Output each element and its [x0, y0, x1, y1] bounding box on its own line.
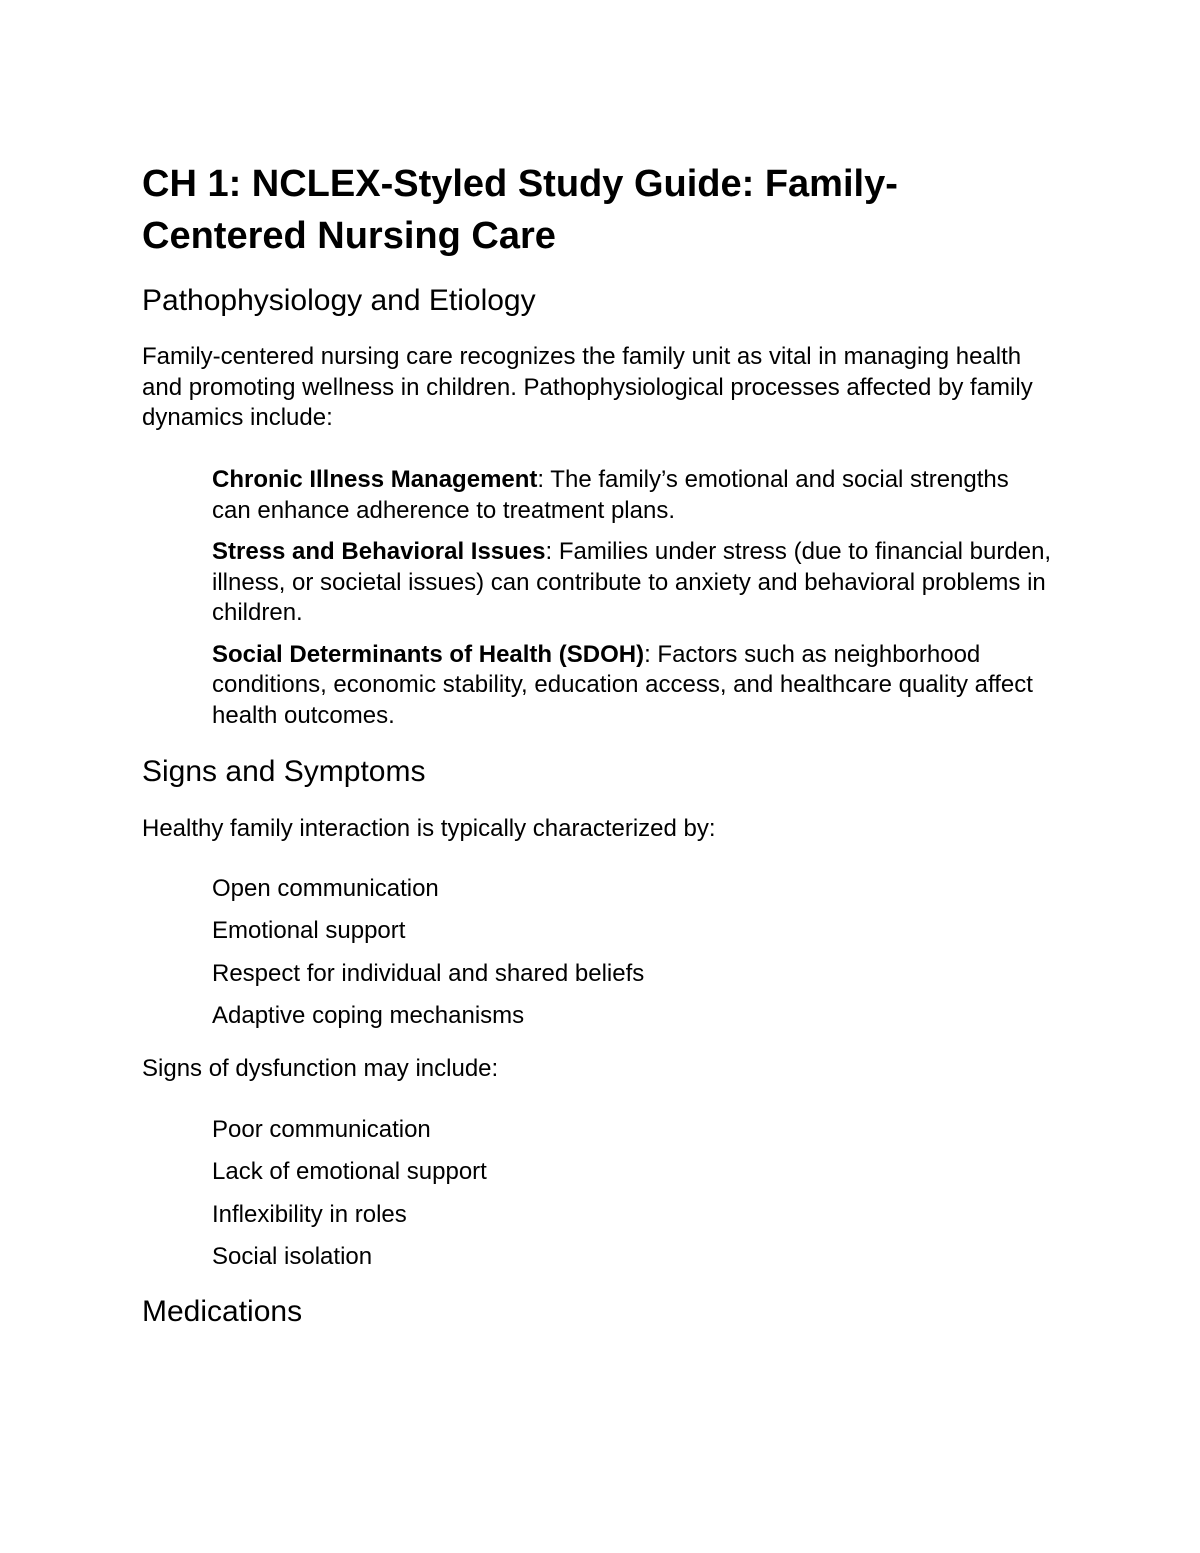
list-item [212, 465, 1052, 526]
item-term: Chronic Illness Management [212, 466, 538, 493]
list-item [212, 537, 1052, 629]
list-item: Adaptive coping mechanisms [212, 1002, 525, 1030]
list-item: Emotional support [212, 917, 406, 945]
patho-list [212, 465, 1052, 742]
healthy-list [212, 874, 1052, 1044]
dysfunction-list [212, 1115, 1052, 1285]
list-item: Lack of emotional support [212, 1158, 487, 1186]
list-item: Inflexibility in roles [212, 1200, 407, 1228]
document-title: CH 1: NCLEX-Styled Study Guide: Family-Centered Nursing Care [142, 163, 898, 257]
healthy-intro: Healthy family interaction is typically characterized by: [142, 815, 716, 842]
list-item: Poor communication [212, 1116, 431, 1143]
item-description: : Factors such as neighborhood conditions, economic stability, education access, and healthcare quality affect health outcomes. [212, 640, 1033, 729]
item-description: : The family’s emotional and social strengths can enhance adherence to treatment plans. [212, 466, 1009, 524]
list-item: Social isolation [212, 1243, 373, 1271]
item-term: Stress and Behavioral Issues [212, 538, 546, 565]
patho-intro: Family-centered nursing care recognizes the family unit as vital in managing health and promoting wellness in children. Pathophysiological processes affected by family dynamics include: [142, 343, 1033, 431]
item-description: : Families under stress (due to financial burden, illness, or societal issues) can contribute to anxiety and behavioral problems in children. [212, 538, 1052, 626]
list-item [212, 640, 1052, 732]
dysfunction-intro: Signs of dysfunction may include: [142, 1055, 499, 1082]
heading-signs-symptoms: Signs and Symptoms [142, 755, 426, 788]
item-term: Social Determinants of Health (SDOH) [212, 640, 645, 668]
heading-pathophysiology: Pathophysiology and Etiology [142, 284, 536, 317]
list-item: Respect for individual and shared beliefs [212, 959, 645, 987]
list-item: Open communication [212, 875, 439, 902]
heading-medications: Medications [142, 1295, 303, 1328]
